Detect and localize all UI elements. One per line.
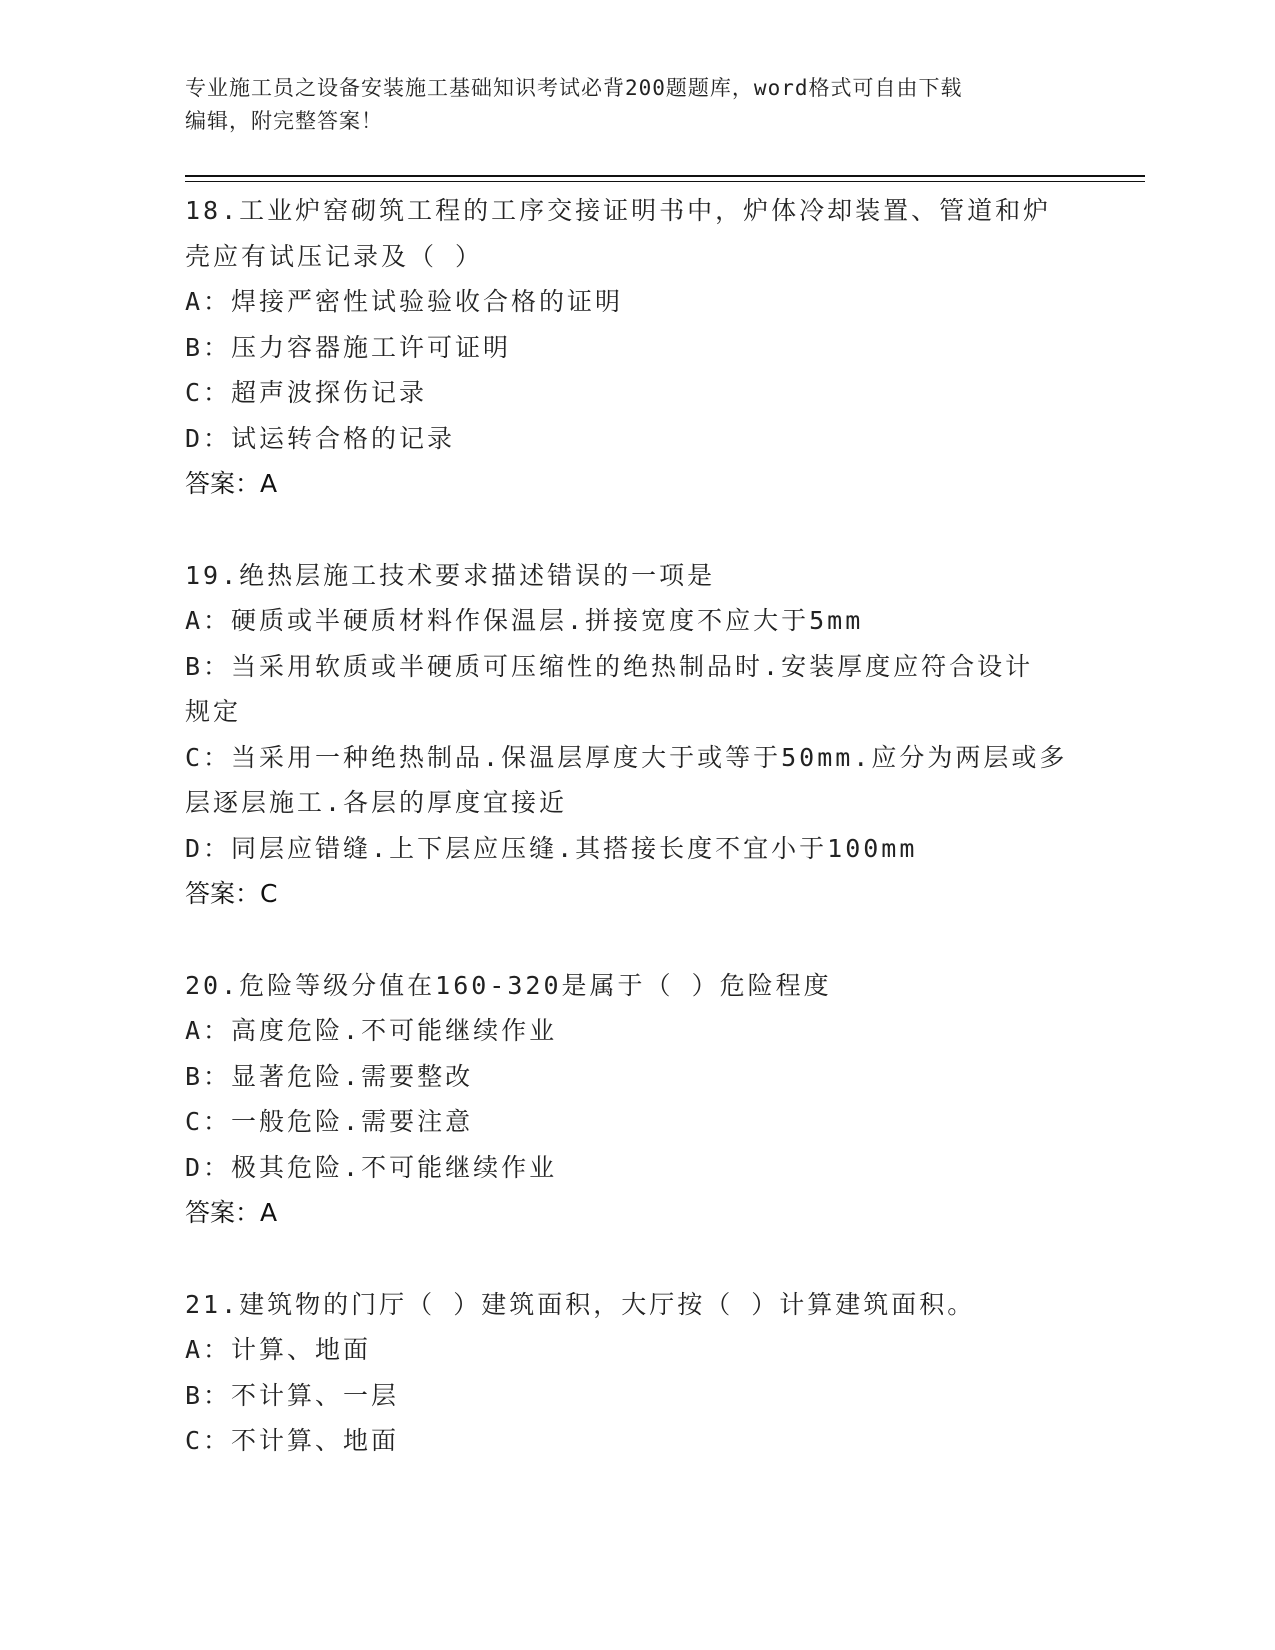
- option-line: D：试运转合格的记录: [185, 423, 456, 453]
- question-stem-line: 19.绝热层施工技术要求描述错误的一项是: [185, 560, 716, 590]
- option-line: 层逐层施工.各层的厚度宜接近: [185, 788, 568, 817]
- option-line: D：极其危险.不可能继续作业: [185, 1152, 558, 1182]
- option-line: C：一般危险.需要注意: [185, 1107, 474, 1136]
- option-line: C：当采用一种绝热制品.保温层厚度大于或等于50mm.应分为两层或多: [185, 742, 1068, 772]
- option-line: B：压力容器施工许可证明: [185, 332, 512, 362]
- option-line: C：超声波探伤记录: [185, 378, 428, 407]
- question-block: [185, 188, 1085, 553]
- option-line: B：显著危险.需要整改: [185, 1061, 474, 1091]
- question-spacer: [185, 507, 1085, 553]
- question-block: [185, 1282, 1085, 1464]
- question-stem-line: 21.建筑物的门厅（ ）建筑面积，大厅按（ ）计算建筑面积。: [185, 1289, 976, 1319]
- question-stem-line: 18.工业炉窑砌筑工程的工序交接证明书中，炉体冷却装置、管道和炉: [185, 196, 1052, 225]
- option-line: 规定: [185, 697, 242, 726]
- option-line: B：不计算、一层: [185, 1380, 400, 1410]
- question-list: [185, 188, 1085, 1464]
- document-header: [185, 72, 1085, 138]
- header-line-1: 专业施工员之设备安装施工基础知识考试必背200题题库，word格式可自由下载: [185, 76, 963, 100]
- option-line: A：计算、地面: [185, 1335, 372, 1364]
- option-line: D：同层应错缝.上下层应压缝.其搭接长度不宜小于100mm: [185, 833, 918, 863]
- header-rule-thin: [185, 181, 1145, 182]
- header-rule-thick: [185, 175, 1145, 177]
- answer-line: 答案：A: [185, 1198, 278, 1227]
- question-stem-line: 20.危险等级分值在160-320是属于（ ）危险程度: [185, 970, 832, 1000]
- question-block: [185, 963, 1085, 1282]
- option-line: C：不计算、地面: [185, 1426, 400, 1455]
- option-line: A：焊接严密性试验验收合格的证明: [185, 287, 624, 316]
- answer-line: 答案：A: [185, 469, 278, 498]
- option-line: A：硬质或半硬质材料作保温层.拼接宽度不应大于5mm: [185, 606, 864, 635]
- answer-line: 答案：C: [185, 879, 278, 908]
- question-block: [185, 553, 1085, 963]
- option-line: B：当采用软质或半硬质可压缩性的绝热制品时.安装厚度应符合设计: [185, 651, 1034, 681]
- header-line-2: 编辑，附完整答案！: [185, 109, 383, 133]
- question-spacer: [185, 1236, 1085, 1282]
- question-spacer: [185, 917, 1085, 963]
- question-stem-line: 壳应有试压记录及（ ）: [185, 241, 484, 271]
- option-line: A：高度危险.不可能继续作业: [185, 1016, 558, 1045]
